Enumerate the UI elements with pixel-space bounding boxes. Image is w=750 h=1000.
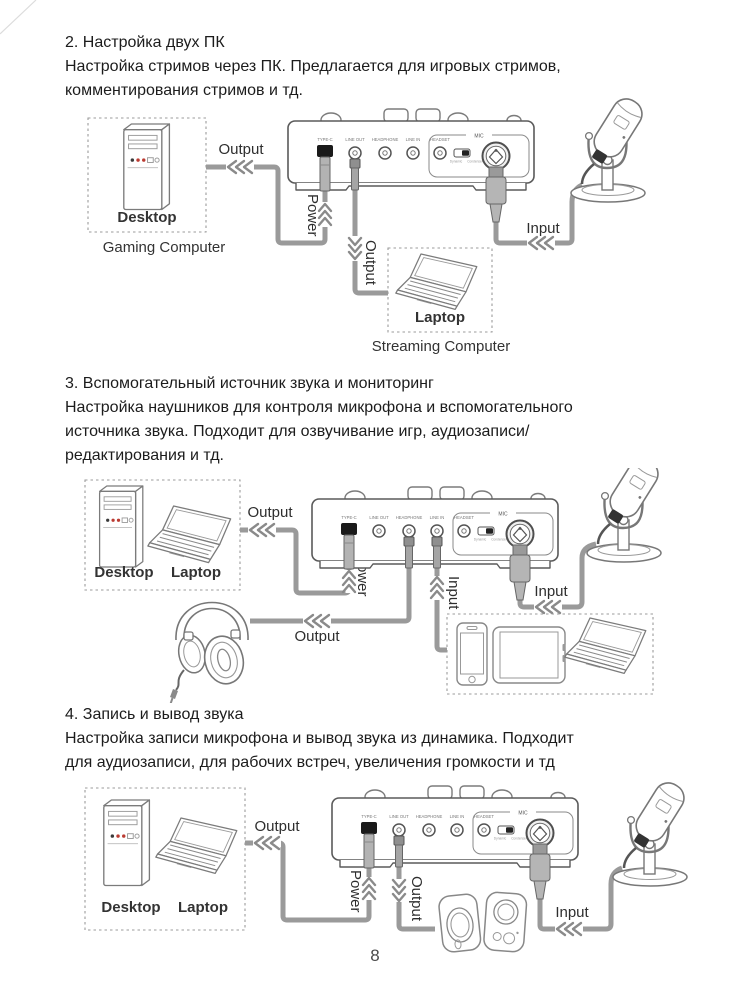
laptop-icon bbox=[156, 818, 237, 873]
diagram-two-pc bbox=[0, 98, 750, 368]
laptop-icon bbox=[396, 254, 477, 309]
desktop-label: Desktop bbox=[101, 899, 161, 916]
section4-body-line1: Настройка записи микрофона и вывод звука из динамика. Подходит bbox=[65, 730, 574, 747]
headphones-icon bbox=[170, 603, 248, 704]
diagram-recording bbox=[0, 778, 750, 965]
section2-body bbox=[65, 55, 561, 103]
lineout-plug bbox=[394, 836, 404, 867]
section3-heading: 3. Вспомогательный источник звука и мониторинг bbox=[65, 375, 434, 392]
label-output-pc: Output bbox=[254, 818, 300, 835]
label-input-mic: Input bbox=[555, 904, 589, 921]
tablet-icon bbox=[493, 627, 566, 683]
label-output-headphones: Output bbox=[294, 628, 340, 645]
diagram-monitoring bbox=[0, 468, 750, 703]
microphone-icon bbox=[571, 98, 647, 202]
label-output-pc: Output bbox=[218, 141, 264, 158]
streaming-computer-caption: Streaming Computer bbox=[371, 338, 511, 355]
section4-heading: 4. Запись и вывод звука bbox=[65, 706, 244, 723]
speakers-icon bbox=[438, 892, 527, 953]
desktop-tower-icon bbox=[124, 124, 170, 210]
desktop-label: Desktop bbox=[94, 564, 154, 581]
laptop-label: Laptop bbox=[171, 564, 221, 581]
section3-body-line2: источника звука. Подходит для озвучивание игр, аудиозаписи/ bbox=[65, 423, 530, 440]
label-power: Power bbox=[354, 554, 371, 597]
scan-artifact bbox=[0, 0, 60, 60]
microphone-icon bbox=[587, 468, 663, 562]
section2-body-line2: комментирования стримов и тд. bbox=[65, 82, 303, 99]
label-input-mic: Input bbox=[534, 583, 568, 600]
laptop-label: Laptop bbox=[415, 309, 465, 326]
label-output-speakers: Output bbox=[408, 876, 425, 922]
label-input-aux: Input bbox=[445, 576, 462, 610]
laptop-label: Laptop bbox=[178, 899, 228, 916]
phone-icon bbox=[457, 623, 487, 685]
section3-body bbox=[65, 396, 573, 468]
desktop-label: Desktop bbox=[117, 209, 177, 226]
label-output-stream: Output bbox=[362, 240, 379, 286]
aux-laptop-icon bbox=[565, 618, 646, 673]
linein-plug bbox=[432, 537, 442, 568]
desktop-tower-icon bbox=[104, 800, 150, 886]
desktop-tower-icon bbox=[100, 486, 143, 567]
label-input-mic: Input bbox=[526, 220, 560, 237]
label-output-pc: Output bbox=[247, 504, 293, 521]
section4-body-line2: для аудиозаписи, для рабочих встреч, увеличения громкости и тд bbox=[65, 754, 555, 771]
section3-body-line1: Настройка наушников для контроля микрофона и вспомогательного bbox=[65, 399, 573, 416]
section2-body-line1: Настройка стримов через ПК. Предлагается для игровых стримов, bbox=[65, 58, 561, 75]
headphone-plug bbox=[404, 537, 414, 568]
laptop-icon bbox=[148, 506, 231, 563]
gaming-computer-caption: Gaming Computer bbox=[102, 239, 226, 256]
lineout-plug bbox=[350, 159, 360, 190]
label-power: Power bbox=[347, 870, 364, 913]
label-power: Power bbox=[304, 194, 321, 237]
section4-body bbox=[65, 727, 574, 775]
microphone-icon bbox=[613, 778, 689, 886]
page-number: 8 bbox=[370, 946, 380, 965]
section2-heading: 2. Настройка двух ПК bbox=[65, 34, 225, 51]
section3-body-line3: редактирования и тд. bbox=[65, 447, 224, 464]
